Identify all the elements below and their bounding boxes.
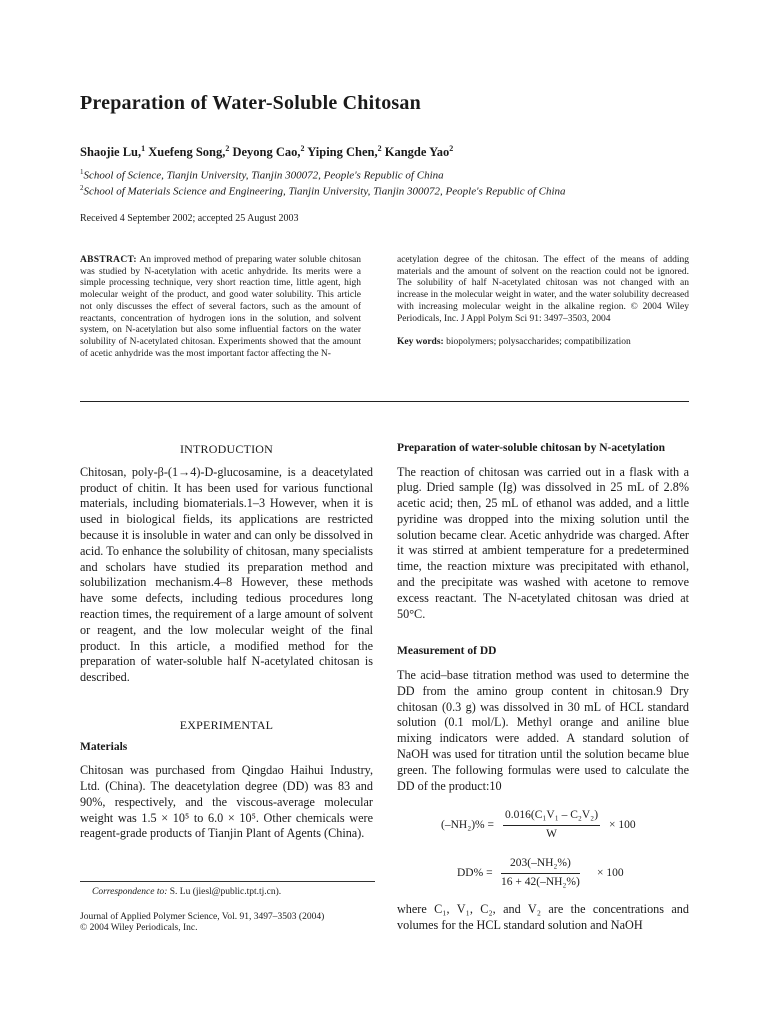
formula-dd-numerator: 203(–NH₂%) xyxy=(501,856,580,874)
formula-nh2 xyxy=(397,808,689,842)
formula-nh2-fraction xyxy=(503,808,600,843)
materials-text: Chitosan was purchased from Qingdao Haihui Industry, Ltd. (China). The deacetylation degree (DD) was 83 and 90%, respectively, and the viscous-average molecular weight was 1.5 × 10⁵ to 6.0 × 10⁵. Other chemicals were reagent-grade products of Tianjin Plant of Agents (China). xyxy=(80,763,373,841)
right-column xyxy=(397,442,689,934)
measurement-text: The acid–base titration method was used to determine the DD from the amino group content in chitosan.9 Dry chitosan (0.3 g) was dissolved in 30 mL of HCL standard solution (0.1 mol/L). Methyl orange and aniline blue mixing indicators were added. A standard solution of NaOH was used for titration until the solution became blue green. The following formulas were used to calculate the DD of the product:10 xyxy=(397,667,689,793)
preparation-text: The reaction of chitosan was carried out in a flask with a plug. Dried sample (Ig) was dissolved in 25 mL of 2.8% acetic acid; then, 25 mL of ethanol was added, and a little pyridine was dropped into the mixing solution until the solution became clear. Acetic anhydride was charged. After it was stirred at ambient temperature for a predetermined time, the reaction mixture was precipitated with ethanol, and the precipitate was washed with acetone to remove excess reactant. The N-acetylated chitosan was dried at 50°C. xyxy=(397,464,689,621)
author: Yiping Chen,$^2$ xyxy=(307,144,382,160)
measurement-heading: Measurement of DD xyxy=(397,645,497,658)
correspondence-label: Correspondence to: xyxy=(92,887,168,897)
author: Deyong Cao,$^2$ xyxy=(232,144,305,160)
journal-info xyxy=(80,912,380,934)
author-list xyxy=(80,144,453,160)
keywords-label: Key words: xyxy=(397,337,444,348)
preparation-heading: Preparation of water-soluble chitosan by N-acetylation xyxy=(397,442,665,454)
left-column xyxy=(80,442,373,842)
formula-nh2-denominator: W xyxy=(546,828,557,841)
affiliations xyxy=(80,166,566,197)
paper-title: Preparation of Water-Soluble Chitosan xyxy=(80,92,421,114)
journal-citation: Journal of Applied Polymer Science, Vol. 91, 3497–3503 (2004) xyxy=(80,912,325,922)
author: Kangde Yao$^2$ xyxy=(384,144,454,160)
author: Shaojie Lu,$^1$ xyxy=(80,144,146,160)
abstract-text-left: An improved method of preparing water soluble chitosan was studied by N-acetylation with acetic anhydride. Its merits were a simple processing technique, very short reaction time, little agent, high molecular weight of the product, and good water solubility. This article not only discusses the effect of several factors, such as the amount of reactants, concentration of hydrogen ions in the solution, and solvent system, on N-acetylation but also some influential factors on the water solubility of N-acetylated chitosan. Experiments showed that the amount of acetic anhydride was the most important factor affecting the N- xyxy=(80,255,362,359)
materials-heading: Materials xyxy=(80,740,128,753)
author: Xuefeng Song,$^2$ xyxy=(148,144,230,160)
affiliation: $^2$School of Materials Science and Engineering, Tianjin University, Tianjin 300072, People's Republic of China xyxy=(80,183,566,198)
correspondence-text: S. Lu (jiesl@public.tpt.tj.cn). xyxy=(169,887,282,897)
abstract-divider xyxy=(80,401,689,402)
formula-dd-denominator: 16 + 42(–NH₂%) xyxy=(501,876,580,889)
affiliation: $^1$School of Science, Tianjin University, Tianjin 300072, People's Republic of China xyxy=(80,168,444,182)
formula-dd xyxy=(397,856,689,890)
formula-nh2-lhs: (–NH₂)% = xyxy=(441,819,494,832)
abstract-right xyxy=(397,255,689,349)
introduction-heading: INTRODUCTION xyxy=(179,442,274,456)
formula-dd-fraction xyxy=(501,856,580,891)
correspondence-note xyxy=(92,887,281,897)
experimental-heading: EXPERIMENTAL xyxy=(179,717,274,732)
abstract-text-right: acetylation degree of the chitosan. The effect of the means of adding materials and the amount of solvent on the reaction could not be ignored. The solubility of half N-acetylated chitosan was not changed with an increase in the molecular weight in water, and the water solubility decreased with increasing molecular weight in the alkaline region. © 2004 Wiley Periodicals, Inc. J Appl Polym Sci 91: 3497–3503, 2004 xyxy=(397,255,689,324)
keywords xyxy=(397,337,689,349)
formula-dd-rhs: × 100 xyxy=(597,867,624,880)
footnote-divider xyxy=(80,881,375,882)
formula-nh2-numerator: 0.016(C₁V₁ – C₂V₂) xyxy=(503,808,600,826)
received-dates: Received 4 September 2002; accepted 25 August 2003 xyxy=(80,213,299,224)
keywords-text: biopolymers; polysaccharides; compatibilization xyxy=(446,337,631,348)
introduction-text: Chitosan, poly-β-(1→4)-D-glucosamine, is a deacetylated product of chitin. It has been used for various functional materials, including biomaterials.1–3 However, when it is used in biological fields, its applications are restricted because it is insoluble in water and can only be dissolved in acid. To enhance the solubility of chitosan, many specialists and scholars have studied its preparation method and solubilization mechanism.4–8 However, these methods have some defects, including tedious procedures long reaction times, the requirement of a large amount of solvent or reagent, and the low molecular weight of the final product. In this article, a modified method for the preparation of water-soluble half N-acetylated chitosan is described. xyxy=(80,464,373,685)
abstract-label: ABSTRACT: xyxy=(80,255,137,265)
formula-dd-lhs: DD% = xyxy=(457,867,493,880)
abstract-left xyxy=(80,255,361,360)
journal-copyright: © 2004 Wiley Periodicals, Inc. xyxy=(80,923,198,933)
formula-explanation: where C₁, V₁, C₂, and V₂ are the concentrations and volumes for the HCL standard solution and NaOH xyxy=(397,902,689,933)
formula-nh2-rhs: × 100 xyxy=(609,819,636,832)
